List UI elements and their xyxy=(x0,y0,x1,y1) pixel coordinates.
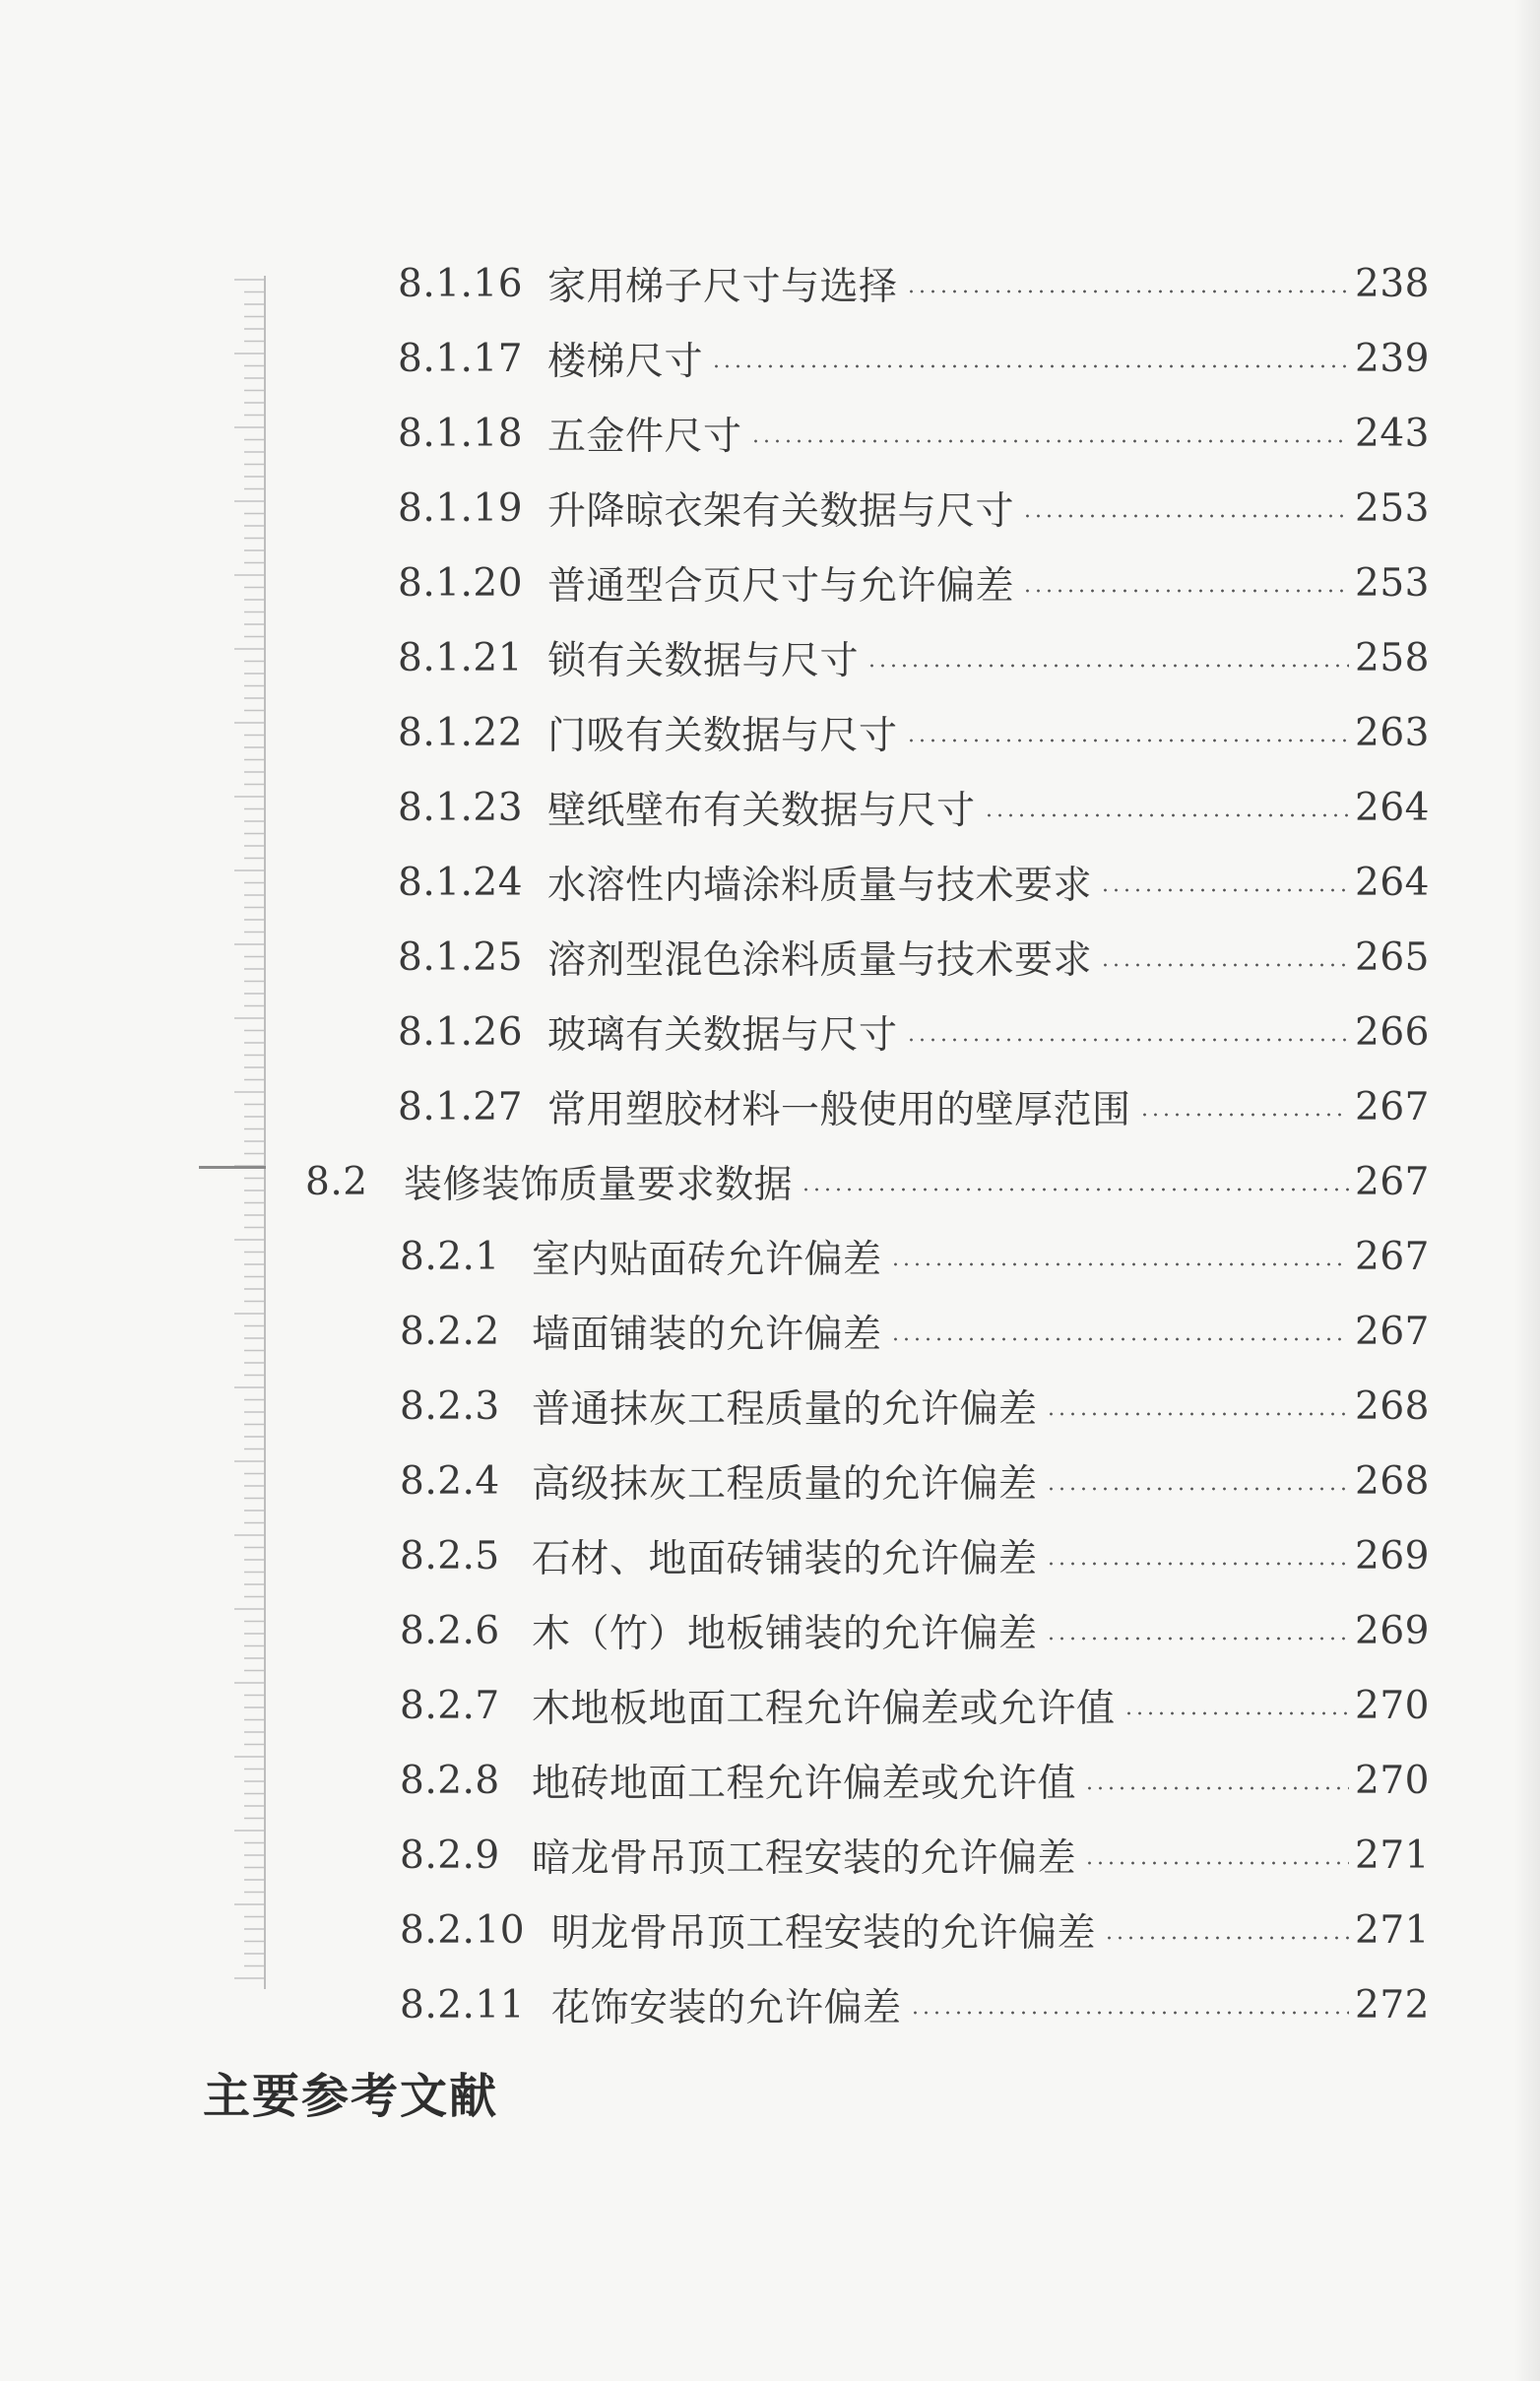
section-title: 石材、地面砖铺装的允许偏差 xyxy=(532,1537,1038,1581)
section-title: 溶剂型混色涂料质量与技术要求 xyxy=(547,938,1093,983)
section-number: 8.1.19 xyxy=(398,485,524,531)
toc-entry[interactable] xyxy=(398,853,1430,912)
page-number: 267 xyxy=(1355,1084,1430,1129)
dot-leader xyxy=(1084,1786,1349,1790)
toc-entry[interactable] xyxy=(400,1900,1430,1960)
dot-leader xyxy=(711,364,1349,368)
section-number: 8.2.5 xyxy=(400,1533,500,1578)
page-number: 271 xyxy=(1355,1907,1430,1953)
toc-entry[interactable] xyxy=(400,1451,1430,1511)
page-number: 258 xyxy=(1355,635,1430,680)
section-number: 8.1.26 xyxy=(398,1009,524,1055)
page-number: 266 xyxy=(1355,1009,1430,1055)
section-title: 玻璃有关数据与尺寸 xyxy=(547,1013,898,1058)
page-number: 269 xyxy=(1355,1608,1430,1653)
page-number: 270 xyxy=(1355,1758,1430,1803)
dot-leader xyxy=(1022,589,1349,593)
toc-entry[interactable] xyxy=(400,1975,1430,2034)
dot-leader xyxy=(801,1188,1349,1191)
page-number: 271 xyxy=(1355,1833,1430,1878)
section-number: 8.2.2 xyxy=(400,1309,500,1354)
section-number: 8.2.1 xyxy=(400,1234,500,1279)
page-number: 264 xyxy=(1355,860,1430,905)
toc-entry[interactable] xyxy=(398,1002,1430,1062)
section-number: 8.1.22 xyxy=(398,710,524,755)
dot-leader xyxy=(1104,1936,1349,1940)
section-title: 高级抹灰工程质量的允许偏差 xyxy=(532,1462,1038,1507)
dot-leader xyxy=(1046,1487,1350,1491)
section-title: 升降晾衣架有关数据与尺寸 xyxy=(547,489,1015,534)
section-title: 普通型合页尺寸与允许偏差 xyxy=(547,564,1015,609)
page-number: 253 xyxy=(1355,485,1430,531)
page-number: 253 xyxy=(1355,560,1430,606)
toc-entry[interactable] xyxy=(398,628,1430,687)
section-title: 水溶性内墙涂料质量与技术要求 xyxy=(547,864,1093,908)
toc-entry[interactable] xyxy=(400,1377,1430,1436)
page-number: 265 xyxy=(1355,934,1430,980)
section-number: 8.2.3 xyxy=(400,1384,500,1429)
page-number: 238 xyxy=(1355,261,1430,306)
section-title: 墙面铺装的允许偏差 xyxy=(532,1313,882,1357)
toc-entry[interactable] xyxy=(398,479,1430,538)
page-number: 243 xyxy=(1355,411,1430,456)
toc-entry[interactable] xyxy=(398,928,1430,987)
dot-leader xyxy=(1046,1562,1350,1566)
ruler-ticks xyxy=(221,276,266,1989)
page-number: 267 xyxy=(1355,1309,1430,1354)
dot-leader xyxy=(890,1262,1350,1266)
section-title: 地砖地面工程允许偏差或允许值 xyxy=(532,1762,1077,1806)
dot-leader xyxy=(1139,1113,1350,1117)
section-number: 8.1.18 xyxy=(398,411,524,456)
section-title: 五金件尺寸 xyxy=(547,415,742,459)
page-number: 264 xyxy=(1355,785,1430,830)
toc-entry[interactable] xyxy=(400,1751,1430,1810)
section-number: 8.1.27 xyxy=(398,1084,524,1129)
toc-entry[interactable] xyxy=(400,1826,1430,1885)
section-number: 8.1.16 xyxy=(398,261,524,306)
ruler-tick-marks xyxy=(221,276,266,1989)
toc-entry[interactable] xyxy=(400,1601,1430,1660)
page-number: 272 xyxy=(1355,1982,1430,2027)
section-title: 木地板地面工程允许偏差或允许值 xyxy=(532,1687,1116,1731)
page-number: 239 xyxy=(1355,336,1430,381)
dot-leader xyxy=(906,739,1350,742)
page-number: 268 xyxy=(1355,1458,1430,1504)
dot-leader xyxy=(906,1038,1350,1042)
section-number: 8.1.23 xyxy=(398,785,524,830)
page-edge-shadow xyxy=(1514,0,1540,2381)
section-number: 8.2.10 xyxy=(400,1907,526,1953)
section-number: 8.2 xyxy=(305,1159,368,1204)
toc-entry[interactable] xyxy=(400,1302,1430,1361)
section-title: 锁有关数据与尺寸 xyxy=(547,639,860,683)
toc-entry[interactable] xyxy=(400,1227,1430,1286)
dot-leader xyxy=(1046,1412,1350,1416)
section-number: 8.2.6 xyxy=(400,1608,500,1653)
toc-entry[interactable] xyxy=(398,254,1430,313)
page-number: 263 xyxy=(1355,710,1430,755)
dot-leader xyxy=(1084,1861,1349,1865)
toc-entry[interactable] xyxy=(398,1077,1430,1136)
toc-entry[interactable] xyxy=(400,1526,1430,1585)
dot-leader xyxy=(890,1337,1350,1341)
section-number: 8.2.4 xyxy=(400,1458,500,1504)
section-number: 8.1.17 xyxy=(398,336,524,381)
section-marker xyxy=(199,1166,266,1169)
section-number: 8.2.9 xyxy=(400,1833,500,1878)
section-title: 门吸有关数据与尺寸 xyxy=(547,714,898,758)
dot-leader xyxy=(906,290,1350,293)
page-number: 267 xyxy=(1355,1234,1430,1279)
section-title: 家用梯子尺寸与选择 xyxy=(547,265,898,309)
toc-entry[interactable] xyxy=(398,553,1430,612)
toc-entry[interactable] xyxy=(398,329,1430,388)
dot-leader xyxy=(866,664,1349,668)
section-number: 8.2.7 xyxy=(400,1683,500,1728)
toc-entry[interactable] xyxy=(398,404,1430,463)
dot-leader xyxy=(1046,1637,1350,1641)
section-title: 室内贴面砖允许偏差 xyxy=(532,1238,882,1282)
section-number: 8.2.11 xyxy=(400,1982,526,2027)
dot-leader xyxy=(1123,1711,1350,1715)
dot-leader xyxy=(1022,514,1349,518)
toc-entry[interactable] xyxy=(398,778,1430,837)
section-title: 木（竹）地板铺装的允许偏差 xyxy=(532,1612,1038,1656)
dot-leader xyxy=(910,2011,1350,2015)
dot-leader xyxy=(984,813,1350,817)
section-title: 楼梯尺寸 xyxy=(547,340,704,384)
toc-entry[interactable] xyxy=(398,703,1430,762)
toc-entry[interactable] xyxy=(400,1676,1430,1735)
dot-leader xyxy=(1100,963,1349,967)
section-title: 常用塑胶材料一般使用的壁厚范围 xyxy=(547,1088,1131,1132)
section-number: 8.1.25 xyxy=(398,934,524,980)
section-title: 明龙骨吊顶工程安装的允许偏差 xyxy=(551,1911,1097,1956)
section-title: 壁纸壁布有关数据与尺寸 xyxy=(547,789,976,833)
section-number: 8.1.24 xyxy=(398,860,524,905)
section-title: 装修装饰质量要求数据 xyxy=(404,1163,794,1207)
references-heading[interactable]: 主要参考文献 xyxy=(203,2069,499,2124)
section-title: 普通抹灰工程质量的允许偏差 xyxy=(532,1387,1038,1432)
page-number: 267 xyxy=(1355,1159,1430,1204)
page-number: 270 xyxy=(1355,1683,1430,1728)
dot-leader xyxy=(1100,888,1349,892)
section-number: 8.2.8 xyxy=(400,1758,500,1803)
page-number: 269 xyxy=(1355,1533,1430,1578)
section-number: 8.1.21 xyxy=(398,635,524,680)
section-title: 暗龙骨吊顶工程安装的允许偏差 xyxy=(532,1836,1077,1881)
page-number: 268 xyxy=(1355,1384,1430,1429)
toc-entry-section[interactable] xyxy=(305,1152,1430,1211)
section-title: 花饰安装的允许偏差 xyxy=(551,1986,902,2030)
dot-leader xyxy=(750,439,1350,443)
section-number: 8.1.20 xyxy=(398,560,524,606)
